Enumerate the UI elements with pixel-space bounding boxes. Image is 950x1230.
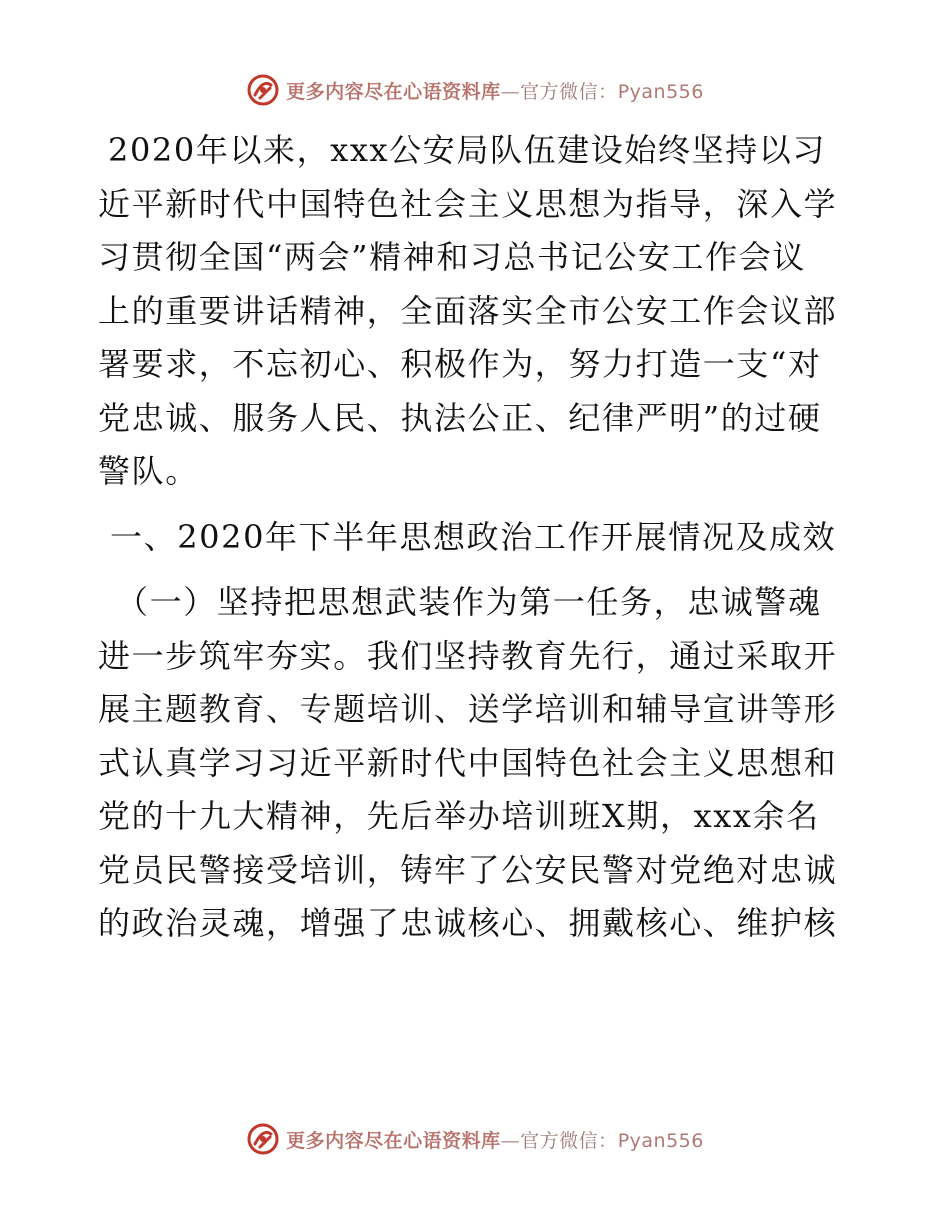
header-wechat-label: 官方微信： [520, 80, 618, 103]
footer-wechat-id: Pyan556 [617, 1129, 704, 1152]
text-line: 党忠诚、服务人民、执法公正、纪律严明”的过硬 [98, 398, 822, 437]
footer-watermark-inner [246, 1122, 704, 1156]
paragraph-intro [98, 124, 850, 499]
footer-watermark-text [286, 1126, 704, 1153]
text-line: 近平新时代中国特色社会主义思想为指导，深入学 [98, 184, 838, 223]
paragraph-gap [98, 499, 850, 511]
text-line: 署要求，不忘初心、积极作为，努力打造一支“对 [98, 345, 822, 383]
text-line: 式认真学习习近平新时代中国特色社会主义思想和 [98, 743, 838, 782]
text-line: 2020年以来，xxx公安局队伍建设始终坚持以习 [108, 131, 826, 169]
brand-logo-icon [246, 1122, 280, 1156]
text-line: 的政治灵魂，增强了忠诚核心、拥戴核心、维护核 [98, 904, 838, 942]
header-watermark-text [286, 77, 704, 104]
text-line: 警队。 [98, 452, 199, 490]
footer-brand-text: 更多内容尽在心语资料库 [286, 1129, 501, 1152]
text-line: 习贯彻全国“两会”精神和习总书记公安工作会议 [98, 238, 806, 276]
header-wechat-id: Pyan556 [617, 80, 704, 103]
text-line: （一）坚持把思想武装作为第一任务，忠诚警魂 [116, 583, 822, 621]
footer-wechat-label: 官方微信： [520, 1129, 618, 1152]
footer-watermark [0, 1117, 950, 1161]
header-brand-text: 更多内容尽在心语资料库 [286, 80, 501, 103]
text-line: 上的重要讲话精神，全面落实全市公安工作会议部 [98, 291, 838, 330]
text-line: 进一步筑牢夯实。我们坚持教育先行，通过采取开 [98, 636, 838, 675]
text-line: 党的十九大精神，先后举办培训班X期，xxx余名 [98, 797, 820, 835]
paragraph-gap [98, 564, 850, 576]
header-watermark [0, 68, 950, 112]
text-line: 党员民警接受培训，铸牢了公安民警对党绝对忠诚 [98, 850, 838, 889]
text-line: 展主题教育、专题培训、送学培训和辅导宣讲等形 [98, 690, 838, 728]
footer-dash: — [500, 1129, 521, 1152]
brand-logo-icon [246, 73, 280, 107]
section-heading: 一、2020年下半年思想政治工作开展情况及成效 [110, 517, 837, 556]
header-watermark-inner [246, 73, 704, 107]
header-dash: — [500, 80, 521, 103]
document-body [98, 124, 850, 951]
paragraph-section-1 [98, 576, 850, 951]
